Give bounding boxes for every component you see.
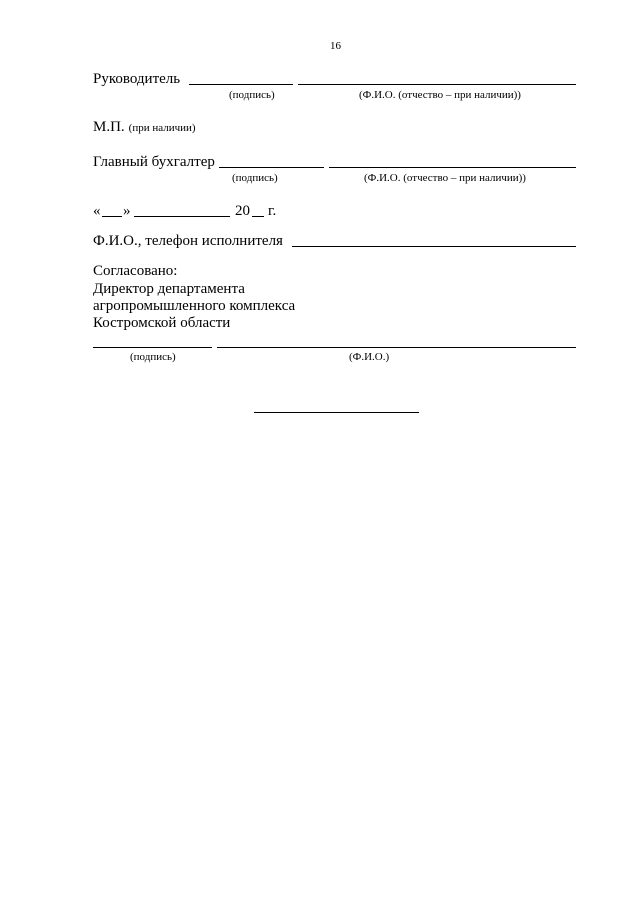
approval-signature-line <box>93 347 212 348</box>
accountant-name-caption: (Ф.И.О. (отчество – при наличии)) <box>364 172 526 184</box>
director-name-line <box>298 84 576 85</box>
executor-line <box>292 246 576 247</box>
approval-line-3: Костромской области <box>93 315 231 331</box>
accountant-label: Главный бухгалтер <box>93 154 215 170</box>
date-day-line <box>102 216 122 217</box>
date-open-quote: « <box>93 203 101 219</box>
date-year-line <box>252 216 264 217</box>
date-year-prefix: 20 <box>235 203 250 219</box>
accountant-signature-line <box>219 167 324 168</box>
director-label: Руководитель <box>93 71 181 87</box>
director-signature-line <box>189 84 293 85</box>
stamp-row <box>93 118 196 136</box>
accountant-signature-caption: (подпись) <box>232 172 278 184</box>
accountant-name-line <box>329 167 576 168</box>
closing-divider <box>254 412 419 413</box>
date-year-suffix: г. <box>268 203 277 219</box>
approval-name-line <box>217 347 576 348</box>
director-name-caption: (Ф.И.О. (отчество – при наличии)) <box>359 89 521 101</box>
stamp-note: (при наличии) <box>128 122 196 134</box>
stamp-label: М.П. <box>93 119 125 135</box>
approval-heading: Согласовано: <box>93 263 178 279</box>
director-signature-caption: (подпись) <box>229 89 275 101</box>
executor-label: Ф.И.О., телефон исполнителя <box>93 233 283 249</box>
date-month-line <box>134 216 230 217</box>
approval-line-2: агропромышленного комплекса <box>93 298 296 314</box>
approval-signature-caption: (подпись) <box>130 351 176 363</box>
approval-name-caption: (Ф.И.О.) <box>349 351 390 363</box>
approval-line-1: Директор департамента <box>93 281 245 297</box>
page-number: 16 <box>330 40 341 52</box>
date-close-quote: » <box>123 203 131 219</box>
